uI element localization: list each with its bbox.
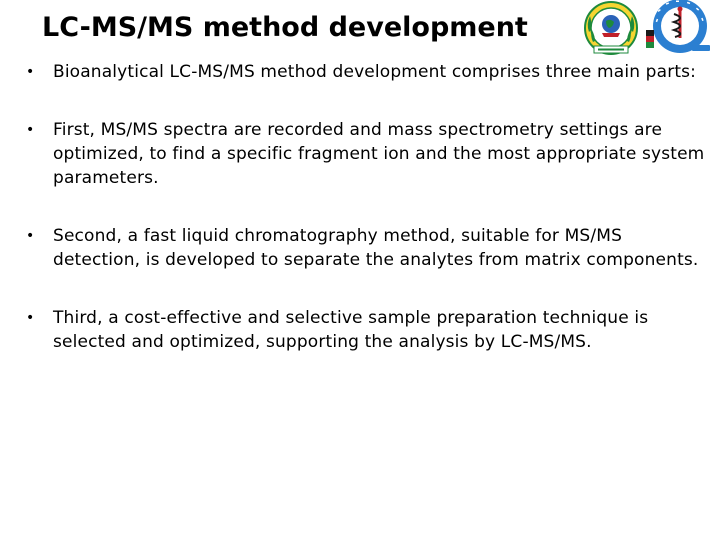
bullet-item (26, 224, 706, 272)
east-african-community-emblem-icon (580, 0, 642, 58)
bullet-text: Second, a fast liquid chromatography method, suitable for MS/MS detection, is developed to separate the analytes from matrix components. (53, 226, 699, 270)
kemri-seal-icon (644, 0, 714, 58)
bullet-item (26, 118, 706, 190)
bullet-marker: • (26, 64, 35, 80)
bullet-item (26, 60, 706, 84)
bullet-list (26, 60, 706, 354)
bullet-text: First, MS/MS spectra are recorded and mass spectrometry settings are optimized, to find a specific fragment ion and the most appropriate system parameters. (53, 120, 705, 188)
bullet-marker: • (26, 228, 35, 244)
bullet-marker: • (26, 310, 35, 326)
bullet-item (26, 306, 706, 354)
bullet-text: Third, a cost-effective and selective sample preparation technique is selected and optimized, supporting the analysis by LC-MS/MS. (53, 308, 649, 352)
slide-title: LC-MS/MS method development (42, 12, 528, 43)
bullet-marker: • (26, 122, 35, 138)
bullet-text: Bioanalytical LC-MS/MS method development comprises three main parts: (53, 62, 697, 82)
